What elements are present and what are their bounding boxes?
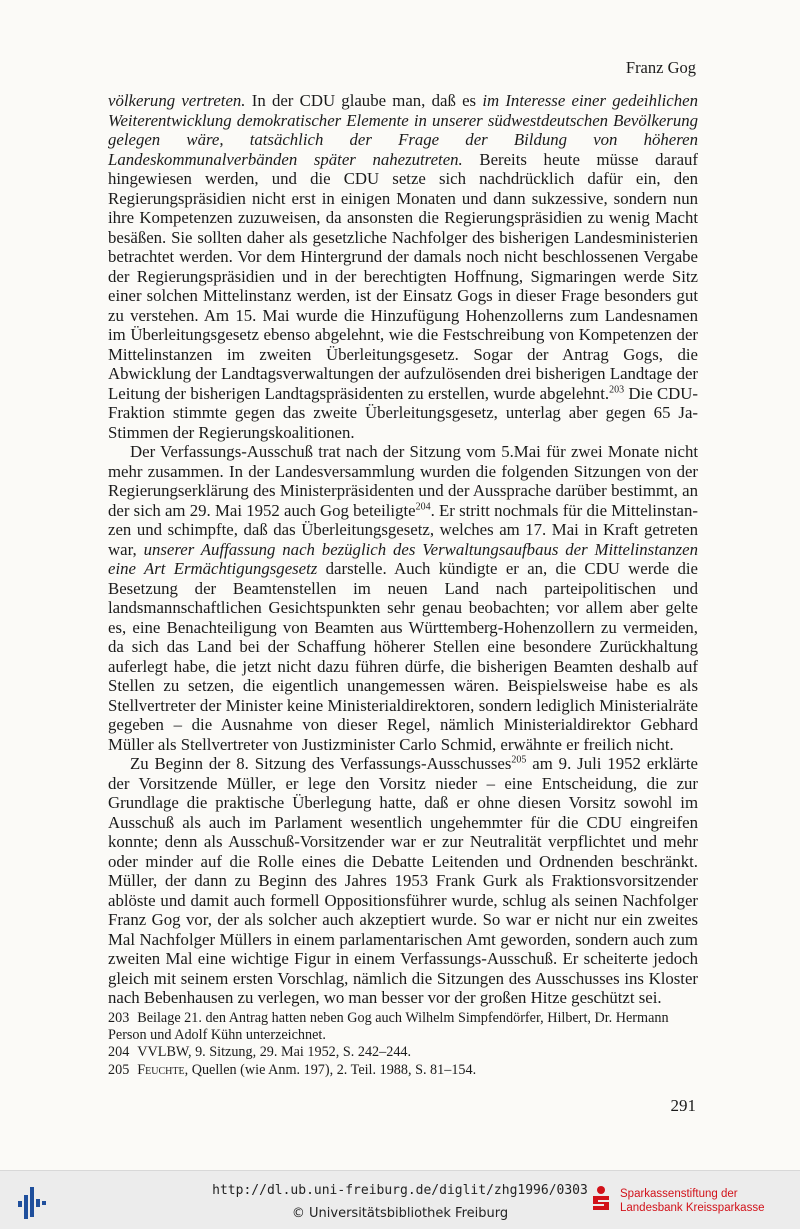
text-run: am 9. Juli 1952 erklärte der Vorsitzende Müller, er lege den Vorsitz nieder – eine Entscheidung, die zur Grundlage die praktische Überlegung hatte, daß er ohne diesen Vorsitz sowohl im Ausschuß als auch im Parlament wesentlich ungehemmter für die CDU eingreifen konnte; denn als Ausschuß-Vorsitzender war er zur Neutralität verpflichtet und mehr oder minder auf die Rolle eines die Debatte Leitenden und Ordnenden beschränkt. Müller, der dann zu Beginn des Jahres 1953 Frank Gurk als Fraktionsvorsitzender ablöste und damit auch formell Oppositionsführer wurde, schlug als seinen Nachfolger Franz Gog vor, der als solcher auch akzeptiert wurde. So war er nicht nur ein zweites Mal Nachfolger Müllers in einem parlamentarischen Amt geworden, sondern auch zum zweiten Mal eine wichtige Figur in einem Verfassungs-Ausschuß. Er scheiterte jedoch gleich mit seinem ersten Vorschlag, nämlich die Sitzungen des Ausschusses ins Kloster nach Bebenhausen zu verlegen, wo man besser vor der großen Hitze geschützt sei. <box>108 754 699 1007</box>
running-head: Franz Gog <box>625 58 696 77</box>
sparkasse-logo-icon <box>590 1185 612 1213</box>
body-text <box>108 91 698 1008</box>
footnote-number: 204 <box>108 1044 130 1061</box>
sponsor-line-1: Sparkassenstiftung der <box>620 1188 738 1200</box>
footnote-ref: 204 <box>415 500 431 512</box>
text-run: Zu Beginn der 8. Sitzung des Verfassungs-Ausschusses <box>130 754 512 773</box>
paragraph-3 <box>108 754 698 1008</box>
viewer-footer <box>0 1170 800 1229</box>
text-run: Bereits heute müsse darauf hingewiesen werden, und die CDU setze sich nachdrücklich dafür ein, den Regierungspräsidien nicht erst in einigen Monaten und dann sukzessive, sondern nun ihre Kompetenzen zuzuweisen, da ansonsten die Regierungspräsidien zu wenig Macht besäßen. Sie sollten daher als gesetzliche Nachfolger des bisherigen Landesministerien betrachtet werden. Vor dem Hintergrund der damals noch nicht beschlossenen Vergabe der Regierungspräsidien und in der berechtigten Hoffnung, Sigmaringen werde Sitz einer solchen Mittelinstanz werden, ist der Einsatz Gogs in dieser Frage besonders gut zu verstehen. Am 15. Mai wurde die Hinzufügung Hohenzollerns zum Landesnamen im Überleitungsgesetz ebenso abgelehnt, wie die Festschreibung von Kompetenzen der Mittelinstanzen im zweiten Überleitungsgesetz. Sogar der Antrag Gogs, die Abwicklung der Landtagsverwaltungen der aufzulösenden drei bisherigen Landtage der Leitung der bisherigen Landtagspräsidenten zu erstellen, wurde abgelehnt. <box>108 149 698 403</box>
footnote-text: , Quellen (wie Anm. 197), 2. Teil. 1988, S. 81–154. <box>184 1061 477 1078</box>
italic-quote: völkerung vertreten. <box>108 91 246 110</box>
footnote-number: 203 <box>108 1010 130 1026</box>
text-run: Die CDU-Fraktion stimmte gegen das zweite Überleitungsgesetz, unterlag aber gegen 65 Ja-Stimmen der Regierungskoalitionen. <box>108 383 699 442</box>
italic-quote: unserer Auffassung nach bezüglich des Verwaltungsaufbaus der Mittelinstanzen eine Art Ermächtigungsgesetz <box>108 539 699 578</box>
permalink-url[interactable]: http://dl.ub.uni-freiburg.de/diglit/zhg1996/0303 <box>212 1183 588 1198</box>
paragraph-1 <box>108 91 698 442</box>
footnote-205 <box>108 1062 698 1079</box>
text-run: . Er stritt nochmals für die Mittelinstanzen und schimpfte, daß das Überleitungsgesetz, welches am 17. Mai in Kraft getreten war, <box>108 500 698 559</box>
footnote-text: Beilage 21. den Antrag hatten neben Gog auch Wilhelm Simpfendörfer, Hilbert, Dr. Hermann Person und Adolf Kühn unterzeichnet. <box>108 1010 669 1044</box>
text-run: darstelle. Auch kündigte er an, die CDU werde die Besetzung der Beamtenstellen im neuen Land nach parteipolitischen und landsmannschaftlichen Gesichtspunkten sehr genau beobachten; vor allem aber gelte es, eine Benachteiligung von Beamten aus Württemberg-Hohenzollern zu vermeiden, da sich das Land bei der Schaffung höherer Stellen eine besondere Zurückhaltung auferlegt habe, die jetzt nicht dazu führen dürfe, die bisherigen Beamten deshalb auf Stellen zu setzen, die eigentlich unangemessen wären. Beispielsweise habe es als Stellvertreter der Minister keine Ministerialdirektoren, sondern lediglich Ministerialräte gegeben – die Ausnahme von dieser Regel, nämlich Ministerialdirektor Gebhard Müller als Stellvertreter von Justizminister Carlo Schmid, erwähnte er freilich nicht. <box>108 559 698 754</box>
footnote-number: 205 <box>108 1061 130 1078</box>
footnote-ref: 203 <box>609 383 625 395</box>
footnote-text: VVLBW, 9. Sitzung, 29. Mai 1952, S. 242–244. <box>137 1044 412 1061</box>
sponsor-line-2: Landesbank Kreissparkasse <box>620 1202 765 1214</box>
footnote-204 <box>108 1044 698 1061</box>
footnotes <box>108 1010 698 1079</box>
footnote-ref: 205 <box>511 754 527 766</box>
paragraph-2 <box>108 442 698 754</box>
footnote-203 <box>108 1010 698 1044</box>
footnote-author: Feuchte <box>137 1061 185 1078</box>
page-number: 291 <box>670 1096 696 1115</box>
sponsor-block[interactable] <box>620 1187 800 1215</box>
text-run: In der CDU glaube man, daß es <box>245 91 483 110</box>
copyright-text: © Universitätsbibliothek Freiburg <box>291 1206 509 1221</box>
text-run: Der Verfassungs-Ausschuß trat nach der Sitzung vom 5.Mai für zwei Monate nicht mehr zusammen. In der Landesversammlung wurden die folgenden Sitzungen von der Regierungserklärung des Ministerpräsidenten und der Aussprache darüber bestimmt, an der sich am 29. Mai 1952 auch Gog beteiligte <box>108 442 698 520</box>
italic-quote: im Interesse einer gedeihlichen Weiterentwicklung demokratischer Elemente in unserer südwestdeutschen Bevölkerung gelegen wäre, tatsächlich der Frage der Bildung von höheren Landeskommunalverbänden später nahezutreten. <box>108 91 698 169</box>
